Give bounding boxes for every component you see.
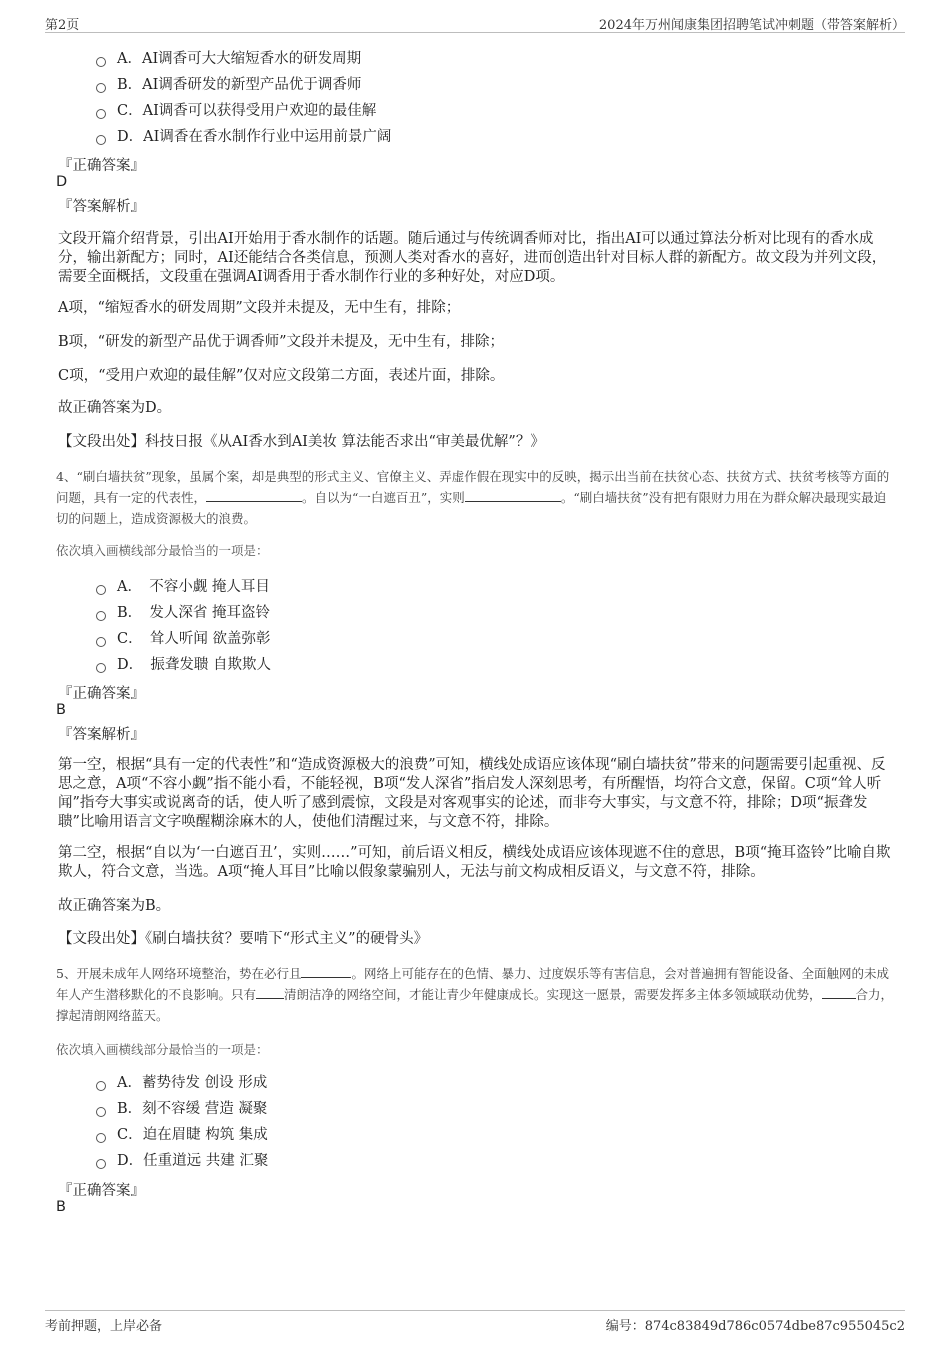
- radio-icon[interactable]: [96, 1133, 106, 1143]
- q4-source: 【文段出处】《刷白墙扶贫？要啃下“形式主义”的硬骨头》: [58, 931, 429, 947]
- fill-blank: [822, 986, 856, 999]
- q4-option-a[interactable]: A． 不容小觑 掩人耳目: [96, 574, 271, 600]
- fill-blank: [206, 489, 302, 502]
- radio-icon[interactable]: [96, 83, 106, 93]
- radio-icon[interactable]: [96, 1081, 106, 1091]
- radio-icon[interactable]: [96, 585, 106, 595]
- radio-icon[interactable]: [96, 663, 106, 673]
- q4-answer: B: [56, 702, 66, 718]
- radio-icon[interactable]: [96, 1107, 106, 1117]
- page-number: 第2页: [45, 18, 80, 33]
- radio-icon[interactable]: [96, 57, 106, 67]
- q5-option-d[interactable]: D．任重道远 共建 汇聚: [96, 1148, 268, 1174]
- q4-option-c[interactable]: C． 耸人听闻 欲盖弥彰: [96, 626, 271, 652]
- q3-analysis-label: 『答案解析』: [58, 199, 145, 215]
- q4-options: [96, 574, 271, 678]
- fill-blank: [465, 489, 561, 502]
- q4-conclusion: 故正确答案为B。: [58, 898, 171, 914]
- q3-analysis-para: B项，“研发的新型产品优于调香师”文段并未提及，无中生有，排除；: [58, 334, 504, 350]
- q3-options: [96, 46, 391, 150]
- q4-analysis-para: 第一空，根据“具有一定的代表性”和“造成资源极大的浪费”可知，横线处成语应该体现“刷白墙扶贫”带来的问题需要引起重视、反思之意，A项“不容小觑”指不能小看，不能轻视，B项“发人深省”指启发人深刻思考，有所醒悟，均符合文意，保留。C项“耸人听闻”指夸大事实或说离奇的话，使人听了感到震惊，文段是对客观事实的论述，而非夸大事实，与文意不符，排除；D项“振聋发聩”比喻用语言文字唤醒糊涂麻木的人，使他们清醒过来，与文意不符，排除。: [58, 757, 886, 830]
- q4-answer-label: 『正确答案』: [58, 686, 145, 702]
- q5-answer: B: [56, 1199, 66, 1215]
- q3-option-b[interactable]: B．AI调香研发的新型产品优于调香师: [96, 72, 391, 98]
- radio-icon[interactable]: [96, 135, 106, 145]
- q5-answer-label: 『正确答案』: [58, 1183, 145, 1199]
- q4-analysis-para: 第二空，根据“自以为‘一白遮百丑’，实则……”可知，前后语义相反，横线处成语应该体现遮不住的意思，B项“掩耳盗铃”比喻自欺欺人，符合文意，当选。A项“掩人耳目”比喻以假象蒙骗别人，无法与前文构成相反语义，与文意不符，排除。: [58, 845, 891, 880]
- radio-icon[interactable]: [96, 1159, 106, 1169]
- q3-analysis-para: C项，“受用户欢迎的最佳解”仅对应文段第二方面，表述片面，排除。: [58, 368, 505, 384]
- q3-option-d[interactable]: D．AI调香在香水制作行业中运用前景广阔: [96, 124, 391, 150]
- radio-icon[interactable]: [96, 637, 106, 647]
- q4-option-b[interactable]: B． 发人深省 掩耳盗铃: [96, 600, 271, 626]
- document-code: 编号：874c83849d786c0574dbe87c955045c2: [605, 1319, 905, 1334]
- q3-answer: D: [56, 174, 68, 190]
- q4-option-d[interactable]: D． 振聋发聩 自欺欺人: [96, 652, 271, 678]
- q4-stem: 依次填入画横线部分最恰当的一项是：: [56, 543, 269, 558]
- q5-option-b[interactable]: B．刻不容缓 营造 凝聚: [96, 1096, 268, 1122]
- radio-icon[interactable]: [96, 611, 106, 621]
- fill-blank: [256, 986, 284, 999]
- q3-analysis-para: A项，“缩短香水的研发周期”文段并未提及，无中生有，排除；: [58, 300, 461, 316]
- q5-option-a[interactable]: A．蓄势待发 创设 形成: [96, 1070, 268, 1096]
- page-header: [45, 12, 905, 33]
- fill-blank: [301, 965, 351, 978]
- q3-source: 【文段出处】科技日报《从AI香水到AI美妆 算法能否求出“审美最优解”？》: [58, 434, 545, 450]
- q4-analysis-label: 『答案解析』: [58, 727, 145, 743]
- footer-slogan: 考前押题，上岸必备: [45, 1319, 163, 1334]
- radio-icon[interactable]: [96, 109, 106, 119]
- q3-conclusion: 故正确答案为D。: [58, 400, 172, 416]
- q3-option-c[interactable]: C．AI调香可以获得受用户欢迎的最佳解: [96, 98, 391, 124]
- q5-question-text: 5、开展未成年人网络环境整治，势在必行且 。网络上可能存在的色情、暴力、过度娱乐等有害信息，会对普遍拥有智能设备、全面触网的未成年人产生潜移默化的不良影响。只有 清朗洁净的网络空间，才能让青少年健康成长。实现这一愿景，需要发挥多主体多领域联动优势， 合力，撑起清朗网络蓝天。: [56, 966, 894, 1023]
- q5-option-c[interactable]: C．迫在眉睫 构筑 集成: [96, 1122, 268, 1148]
- q4-question-text: 4、“刷白墙扶贫”现象，虽属个案，却是典型的形式主义、官僚主义、弄虚作假在现实中的反映，揭示出当前在扶贫心态、扶贫方式、扶贫考核等方面的问题，具有一定的代表性， 。自以为“一白遮百丑”，实则 。“刷白墙扶贫”没有把有限财力用在为群众解决最现实最迫切的问题上，造成资源极大的浪费。: [56, 469, 890, 526]
- q5-stem: 依次填入画横线部分最恰当的一项是：: [56, 1042, 269, 1057]
- q3-answer-label: 『正确答案』: [58, 158, 145, 174]
- q3-analysis-para: 文段开篇介绍背景，引出AI开始用于香水制作的话题。随后通过与传统调香师对比，指出AI可以通过算法分析对比现有的香水成分，输出新配方；同时，AI还能结合各类信息，预测人类对香水的喜好，进而创造出针对目标人群的新配方。故文段为并列文段，需要全面概括，文段重在强调AI调香用于香水制作行业的多种好处，对应D项。: [58, 231, 887, 285]
- q5-options: [96, 1070, 268, 1174]
- q3-option-a[interactable]: A．AI调香可大大缩短香水的研发周期: [96, 46, 391, 72]
- page-footer: [45, 1310, 905, 1335]
- document-title: 2024年万州闻康集团招聘笔试冲刺题（带答案解析）: [598, 18, 905, 33]
